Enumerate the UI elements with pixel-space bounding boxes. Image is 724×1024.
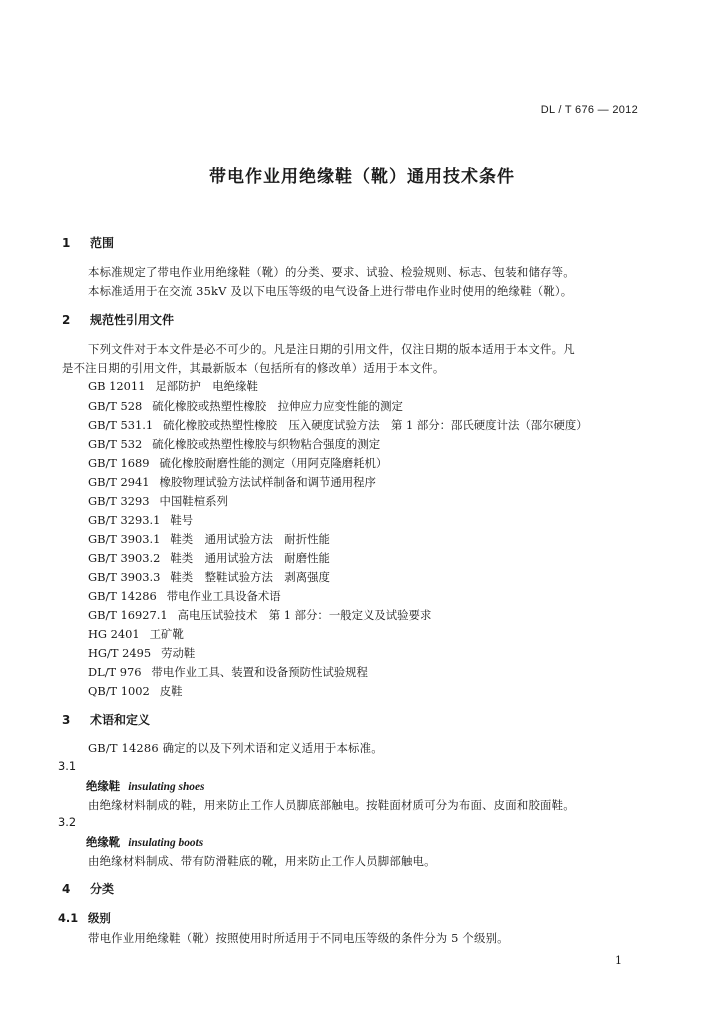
reference-title: 硫化橡胶耐磨性能的测定（用阿克隆磨耗机） xyxy=(159,456,388,470)
reference-title: 硫化橡胶或热塑性橡胶与织物粘合强度的测定 xyxy=(152,437,381,451)
term-number: 3.2 xyxy=(58,815,77,829)
section-title: 规范性引用文件 xyxy=(90,313,175,327)
reference-code: GB/T 1689 xyxy=(88,456,150,470)
reference-item xyxy=(88,550,330,566)
reference-item xyxy=(88,493,228,509)
term-zh: 绝缘靴 xyxy=(86,835,121,849)
reference-code: QB/T 1002 xyxy=(88,684,150,698)
reference-title: 硫化橡胶或热塑性橡胶 压入硬度试验方法 第 1 部分：邵氏硬度计法（邵尔硬度） xyxy=(163,418,588,432)
references-intro-line-2: 是不注日期的引用文件，其最新版本（包括所有的修改单）适用于本文件。 xyxy=(62,361,445,375)
reference-title: 工矿靴 xyxy=(149,627,184,641)
reference-title: 带电作业工具设备术语 xyxy=(166,589,281,603)
reference-code: GB 12011 xyxy=(88,379,146,393)
reference-title: 鞋类 通用试验方法 耐折性能 xyxy=(170,532,330,546)
reference-code: GB/T 3903.3 xyxy=(88,570,161,584)
reference-item xyxy=(88,531,330,547)
term-number: 3.1 xyxy=(58,759,77,773)
reference-code: GB/T 531.1 xyxy=(88,418,154,432)
section-title: 分类 xyxy=(90,882,115,896)
reference-title: 带电作业工具、装置和设备预防性试验规程 xyxy=(151,665,368,679)
reference-code: GB/T 14286 xyxy=(88,589,157,603)
reference-title: 中国鞋楦系列 xyxy=(159,494,228,508)
terms-intro: GB/T 14286 确定的以及下列术语和定义适用于本标准。 xyxy=(88,741,383,755)
document-title: 带电作业用绝缘鞋（靴）通用技术条件 xyxy=(209,167,515,187)
reference-code: DL/T 976 xyxy=(88,665,142,679)
term-heading xyxy=(86,834,203,850)
scope-paragraph-1: 本标准规定了带电作业用绝缘鞋（靴）的分类、要求、试验、检验规则、标志、包装和储存等。 xyxy=(88,265,575,279)
standard-code: DL / T 676 — 2012 xyxy=(540,104,638,116)
reference-item xyxy=(88,512,193,528)
reference-item xyxy=(88,569,330,585)
reference-code: HG 2401 xyxy=(88,627,140,641)
reference-code: GB/T 528 xyxy=(88,399,143,413)
reference-title: 劳动鞋 xyxy=(161,646,196,660)
reference-code: GB/T 3293.1 xyxy=(88,513,161,527)
reference-code: GB/T 2941 xyxy=(88,475,150,489)
reference-item xyxy=(88,607,431,623)
reference-title: 鞋号 xyxy=(170,513,194,527)
reference-item xyxy=(88,455,387,471)
reference-code: HG/T 2495 xyxy=(88,646,152,660)
section-2-heading xyxy=(62,311,174,328)
term-en: insulating shoes xyxy=(128,781,205,793)
subsection-number: 4.1 xyxy=(58,911,79,925)
section-title: 术语和定义 xyxy=(90,713,151,727)
reference-title: 高电压试验技术 第 1 部分：一般定义及试验要求 xyxy=(177,608,432,622)
section-number: 3 xyxy=(62,713,71,727)
reference-item xyxy=(88,398,403,414)
references-intro-line-1: 下列文件对于本文件是必不可少的。凡是注日期的引用文件，仅注日期的版本适用于本文件。凡 xyxy=(88,342,575,356)
reference-title: 橡胶物理试验方法试样制备和调节通用程序 xyxy=(159,475,376,489)
reference-item xyxy=(88,645,195,661)
reference-code: GB/T 3293 xyxy=(88,494,150,508)
section-number: 1 xyxy=(62,236,71,250)
subsection-4-1-heading xyxy=(58,910,111,926)
reference-code: GB/T 532 xyxy=(88,437,143,451)
section-number: 4 xyxy=(62,882,71,896)
reference-title: 皮鞋 xyxy=(159,684,183,698)
section-3-heading xyxy=(62,711,150,728)
section-4-heading xyxy=(62,880,114,897)
reference-code: GB/T 3903.2 xyxy=(88,551,161,565)
level-paragraph: 带电作业用绝缘鞋（靴）按照使用时所适用于不同电压等级的条件分为 5 个级别。 xyxy=(88,931,509,945)
reference-item xyxy=(88,417,588,433)
reference-item xyxy=(88,626,184,642)
term-definition: 由绝缘材料制成、带有防滑鞋底的靴，用来防止工作人员脚部触电。 xyxy=(88,854,436,868)
subsection-title: 级别 xyxy=(88,911,111,925)
term-heading xyxy=(86,778,204,794)
scope-paragraph-2: 本标准适用于在交流 35kV 及以下电压等级的电气设备上进行带电作业时使用的绝缘鞋（靴）。 xyxy=(88,284,573,298)
reference-item xyxy=(88,436,380,452)
section-title: 范围 xyxy=(90,236,115,250)
reference-code: GB/T 16927.1 xyxy=(88,608,168,622)
reference-code: GB/T 3903.1 xyxy=(88,532,161,546)
reference-title: 硫化橡胶或热塑性橡胶 拉伸应力应变性能的测定 xyxy=(152,399,403,413)
term-definition: 由绝缘材料制成的鞋，用来防止工作人员脚底部触电。按鞋面材质可分为布面、皮面和胶面鞋。 xyxy=(88,798,575,812)
reference-title: 鞋类 通用试验方法 耐磨性能 xyxy=(170,551,330,565)
term-zh: 绝缘鞋 xyxy=(86,779,121,793)
reference-item xyxy=(88,664,368,680)
reference-item xyxy=(88,588,281,604)
reference-item xyxy=(88,378,258,394)
reference-title: 鞋类 整鞋试验方法 剥离强度 xyxy=(170,570,330,584)
section-1-heading xyxy=(62,234,114,251)
page-number: 1 xyxy=(615,954,622,967)
reference-item xyxy=(88,683,183,699)
term-en: insulating boots xyxy=(128,837,204,849)
section-number: 2 xyxy=(62,313,71,327)
reference-title: 足部防护 电绝缘鞋 xyxy=(155,379,258,393)
reference-item xyxy=(88,474,376,490)
